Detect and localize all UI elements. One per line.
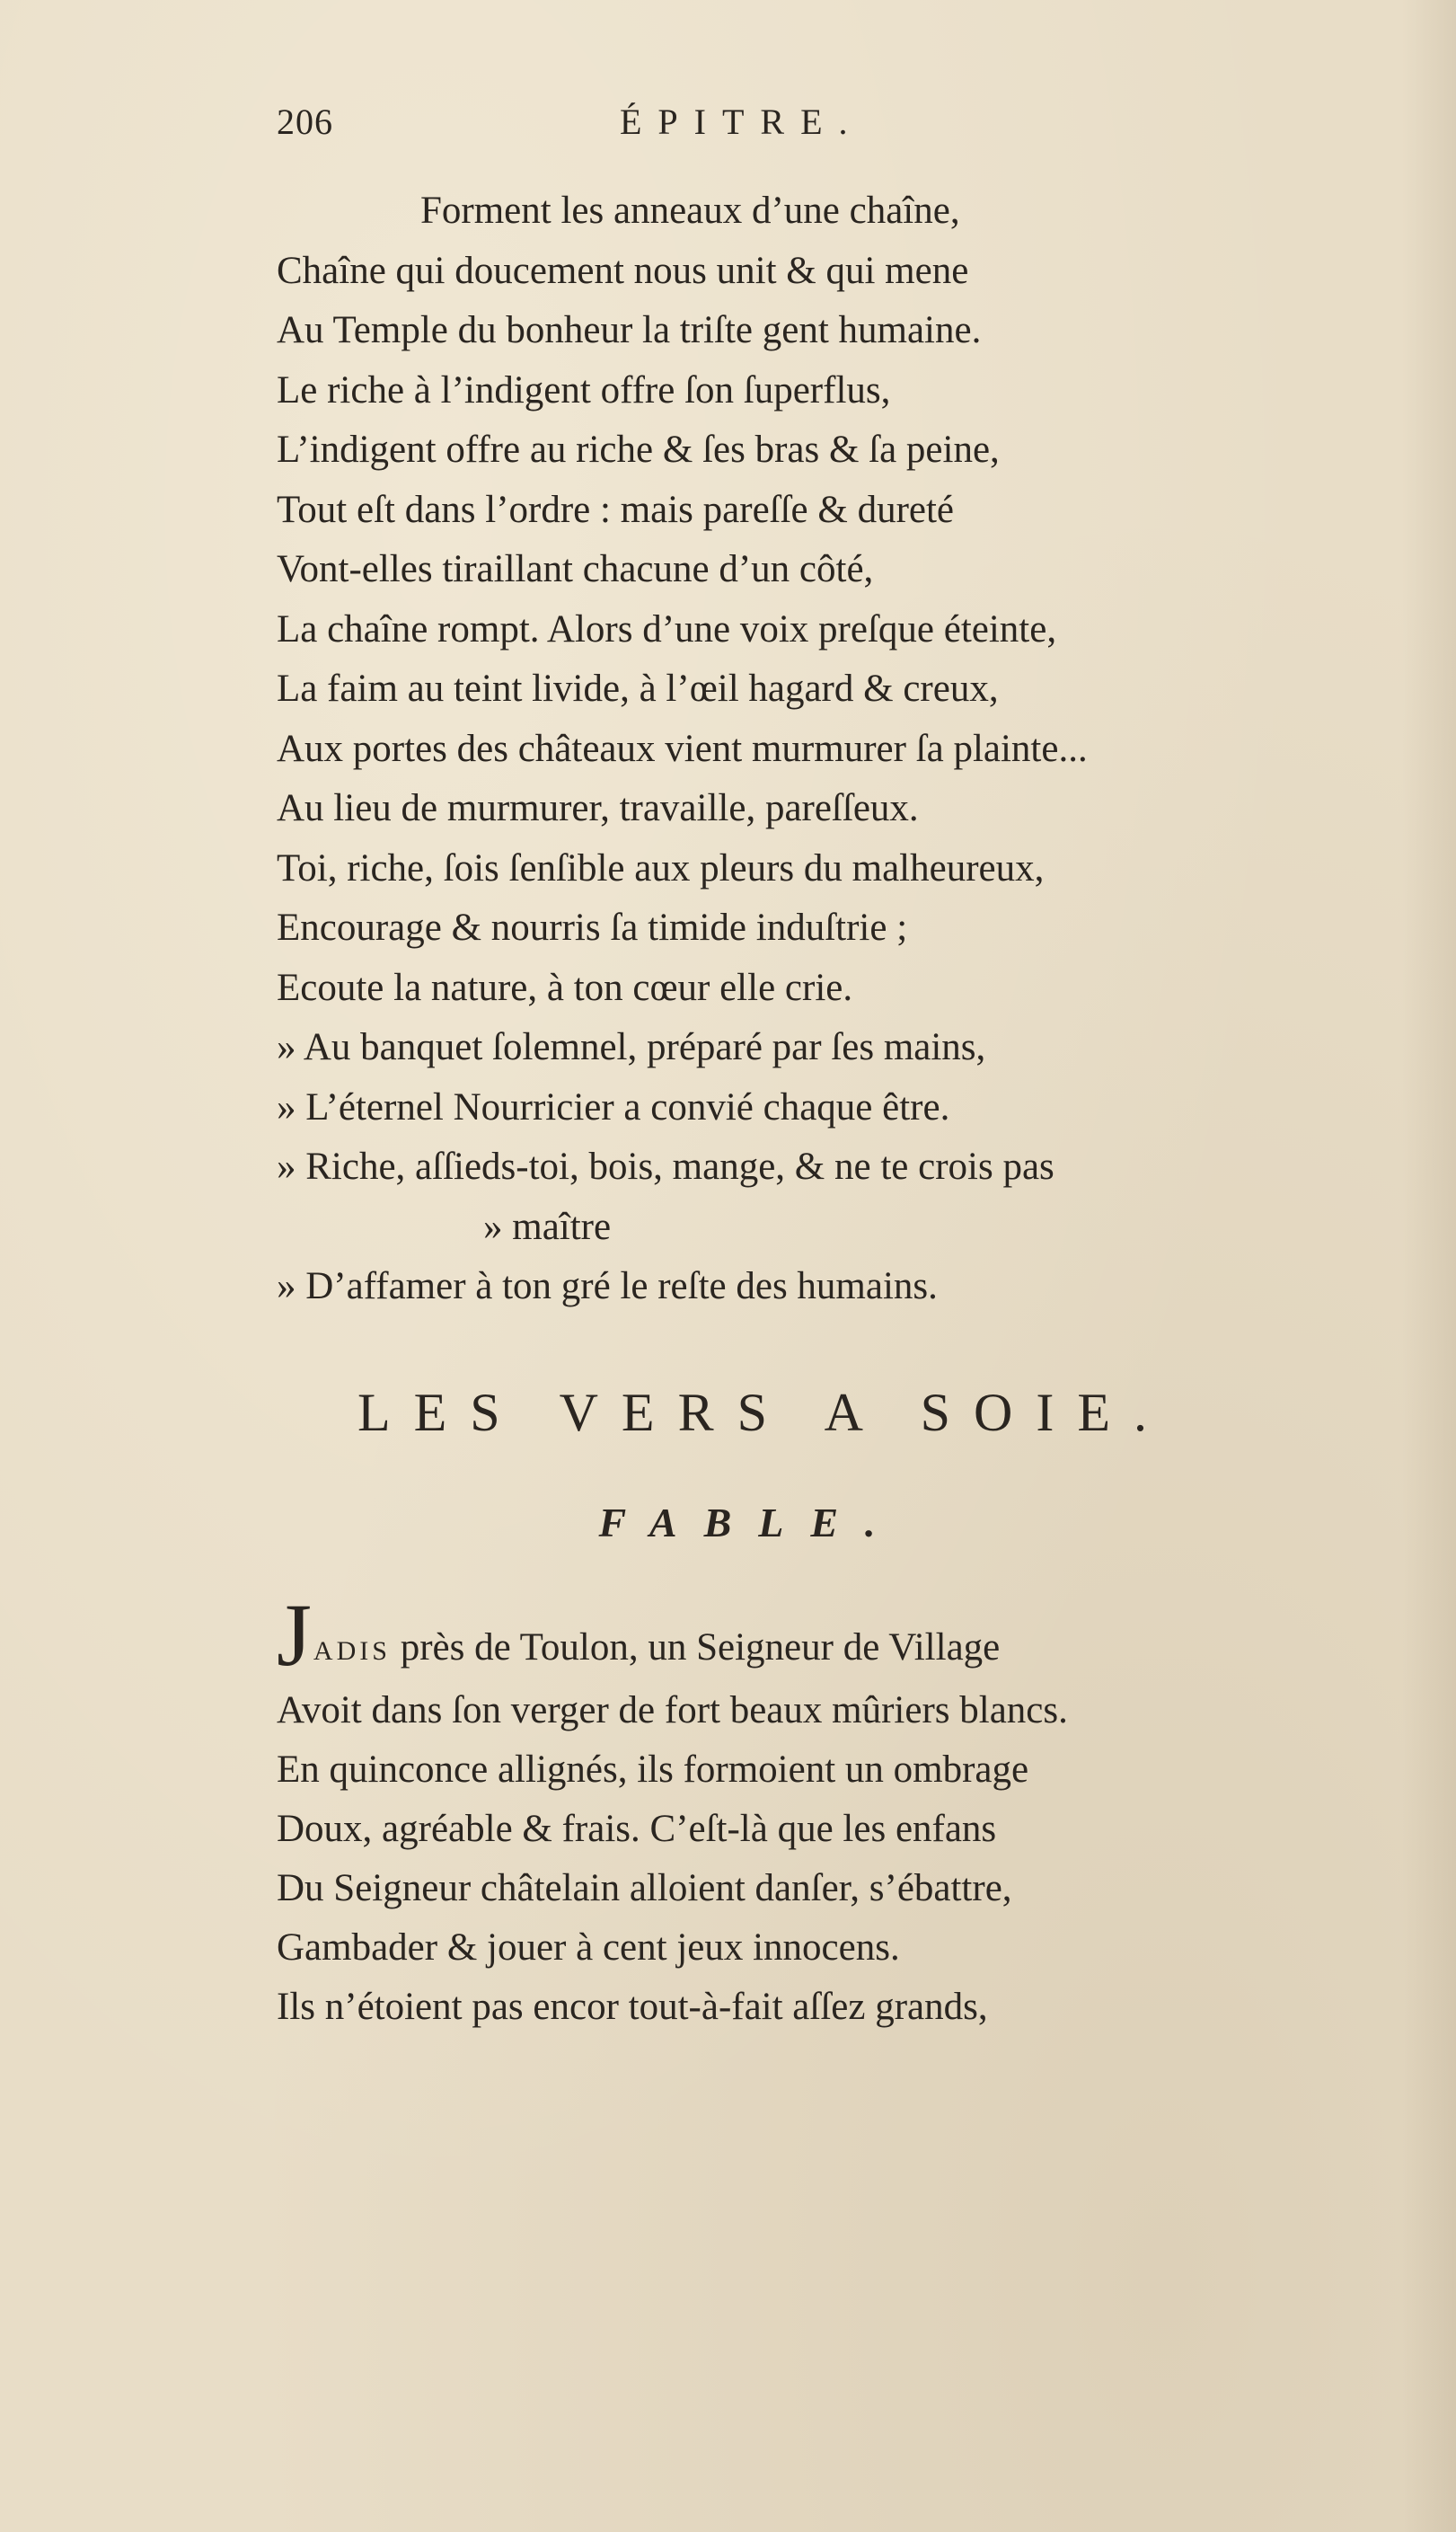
fable-line: Doux, agréable & frais. C’eſt-là que les enfans: [277, 1808, 997, 1850]
fable-block: [277, 1585, 1390, 2037]
fable-line: Avoit dans ſon verger de fort beaux mûriers blancs.: [277, 1689, 1068, 1731]
verse-line: Au Temple du bonheur la triſte gent humaine.: [277, 309, 982, 351]
verse-line: Ecoute la nature, à ton cœur elle crie.: [277, 966, 853, 1009]
verse-line: La chaîne rompt. Alors d’une voix preſque éteinte,: [277, 607, 1057, 651]
verse-line: » Au banquet ſolemnel, préparé par ſes mains,: [277, 1026, 986, 1068]
drop-cap: J: [277, 1585, 312, 1685]
fable-line: Ils n’étoient pas encor tout-à-fait aſſez grands,: [277, 1986, 988, 2028]
verse-line: La faim au teint livide, à l’œil hagard & creux,: [277, 668, 999, 710]
fable-line: Gambader & jouer à cent jeux innocens.: [277, 1926, 900, 1969]
verse-line: » maître: [483, 1205, 612, 1248]
verse-line: Au lieu de murmurer, travaille, pareſſeux.: [277, 787, 919, 829]
fable-line: Du Seigneur châtelain alloient danſer, s’ébattre,: [277, 1867, 1012, 1909]
verse-block: [277, 181, 1372, 1317]
page-number: 206: [277, 102, 333, 142]
verse-line: Aux portes des châteaux vient murmurer ſa plainte...: [277, 727, 1088, 770]
verse-line: L’indigent offre au riche & ſes bras & ſa peine,: [277, 429, 1000, 471]
verse-line: » Riche, aſſieds-toi, bois, mange, & ne te crois pas: [277, 1146, 1054, 1188]
verse-line: Le riche à l’indigent offre ſon ſuperflus,: [277, 368, 891, 412]
first-line-rest: près de Toulon, un Seigneur de Village: [390, 1626, 1001, 1669]
verse-line: Forment les anneaux d’une chaîne,: [420, 190, 960, 232]
fable-line: En quinconce allignés, ils formoient un ombrage: [277, 1748, 1029, 1791]
fable-first-line: [277, 1585, 1390, 1685]
section-title: LES VERS A SOIE.: [357, 1383, 1170, 1442]
first-word-smallcaps: ADIS: [313, 1636, 391, 1666]
running-title: ÉPITRE.: [620, 102, 864, 142]
verse-line: Vont-elles tiraillant chacune d’un côté,: [277, 548, 874, 590]
verse-line: Encourage & nourris ſa timide induſtrie ;: [277, 907, 908, 949]
section-subtitle: FABLE.: [598, 1500, 903, 1545]
verse-line: » L’éternel Nourricier a convié chaque être.: [277, 1085, 950, 1129]
running-head: [277, 101, 995, 155]
verse-line: Chaîne qui doucement nous unit & qui mene: [277, 249, 969, 292]
verse-line: Toi, riche, ſois ſenſible aux pleurs du malheureux,: [277, 846, 1045, 890]
verse-line: Tout eſt dans l’ordre : mais pareſſe & dureté: [277, 488, 955, 531]
verse-line: » D’affamer à ton gré le reſte des humains.: [277, 1265, 938, 1307]
